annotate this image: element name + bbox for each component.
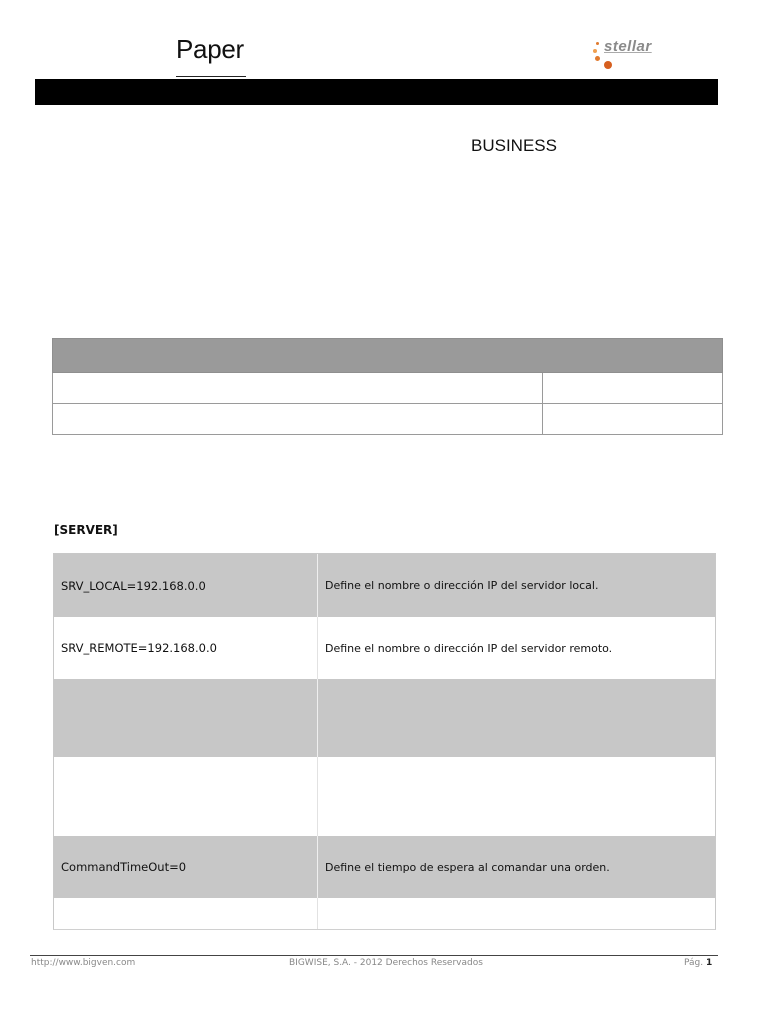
table-row	[52, 373, 723, 404]
revision-table-header	[52, 338, 723, 373]
revision-table	[52, 338, 723, 435]
table-row	[54, 679, 715, 757]
table-row	[54, 898, 715, 929]
table-cell	[53, 373, 543, 403]
server-config-table	[53, 553, 716, 930]
footer-page-indicator	[684, 958, 712, 968]
config-key: CommandTimeOut=0	[61, 860, 187, 874]
config-description: Define el tiempo de espera al comandar una orden.	[325, 860, 610, 874]
config-key: SRV_LOCAL=192.168.0.0	[61, 578, 206, 593]
footer-copyright: BIGWISE, S.A. - 2012 Derechos Reservados	[289, 958, 483, 968]
page-label: Pág.	[684, 958, 704, 968]
config-description: Define el nombre o dirección IP del servidor local.	[325, 579, 599, 592]
section-label-server: [SERVER]	[54, 523, 118, 537]
table-row	[54, 554, 715, 617]
page-number: 1	[706, 958, 713, 968]
table-row	[54, 617, 715, 679]
table-row	[54, 836, 715, 898]
logo-text: stellar	[604, 38, 652, 55]
logo-dot-icon	[593, 49, 597, 53]
footer-url-link[interactable]: http://www.bigven.com	[31, 958, 136, 968]
table-cell	[53, 404, 543, 434]
document-subtitle: BUSINESS	[471, 136, 557, 155]
config-key: SRV_REMOTE=192.168.0.0	[61, 641, 217, 655]
header-band	[35, 79, 718, 105]
config-description: Define el nombre o dirección IP del servidor remoto.	[325, 641, 613, 655]
logo-dot-icon	[604, 61, 612, 69]
title-underline	[176, 76, 246, 77]
table-row	[52, 404, 723, 435]
footer-divider	[30, 955, 718, 956]
page-title: Paper	[176, 34, 244, 64]
table-row	[54, 757, 715, 836]
table-cell	[543, 404, 722, 434]
logo-dot-icon	[596, 42, 599, 45]
table-cell	[543, 373, 722, 403]
logo-dot-icon	[595, 56, 600, 61]
stellar-logo	[590, 36, 686, 72]
